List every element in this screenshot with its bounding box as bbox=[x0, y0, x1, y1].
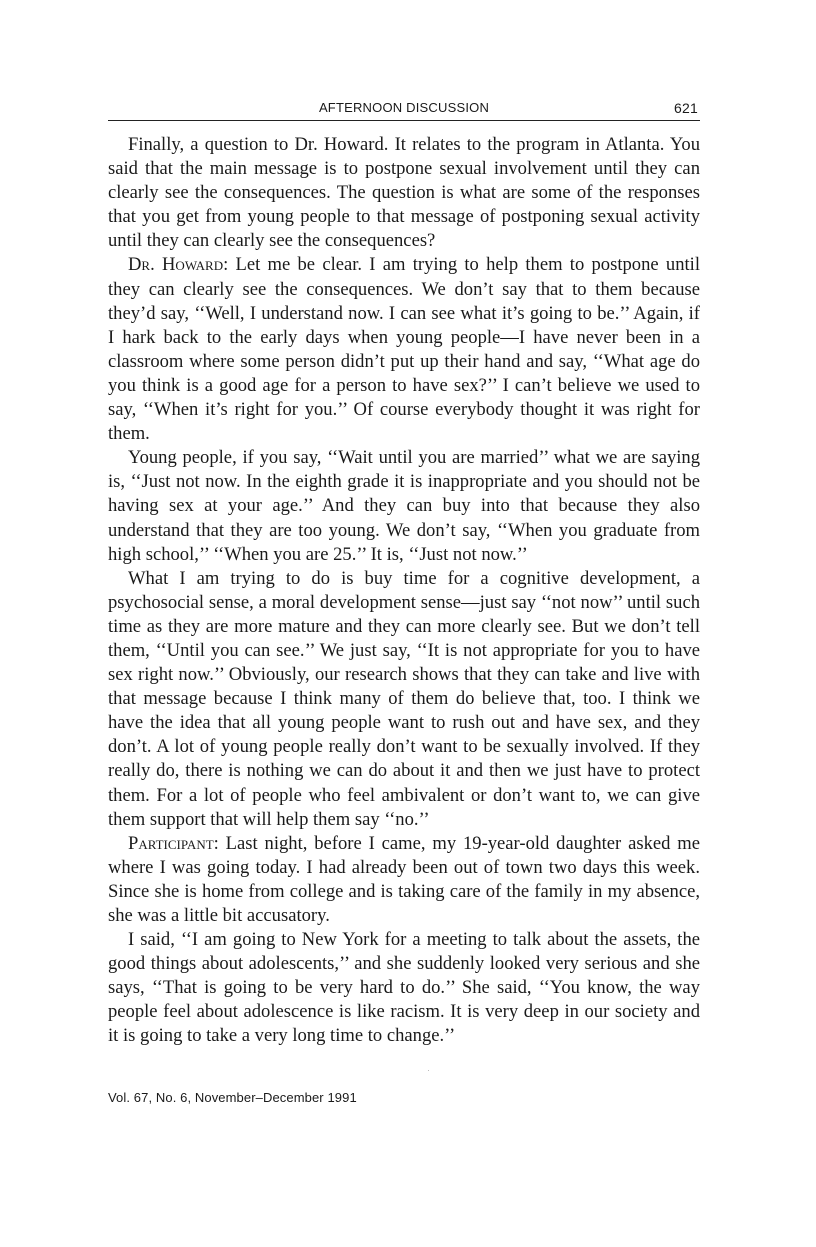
running-head bbox=[108, 98, 700, 121]
paragraph-text: I said, ‘‘I am going to New York for a meeting to talk about the assets, the good things about adolescents,’’ and she suddenly looked very serious and she says, ‘‘That is going to be very hard to do.’’ She said, ‘‘You know, the way people feel about adolescence is like racism. It is very deep in our society and it is going to take a very long time to change.’’ bbox=[108, 929, 700, 1047]
page bbox=[108, 98, 700, 1049]
paragraph-text: Last night, before I came, my 19-year-old daughter asked me where I was going today. I had already been out of town two days this week. Since she is home from college and is taking care of the family in my absence, she was a little bit accusatory. bbox=[108, 832, 700, 926]
paragraph-text: What I am trying to do is buy time for a cognitive development, a psychosocial sense, a moral development sense—just say ‘‘not now’’ until such time as they are more mature and they can more clearly see. But we don’t tell them, ‘‘Until you can see.’’ We just say, ‘‘It is not appropriate for you to have sex right now.’’ Obviously, our research shows that they can take and live with that message because I think many of them do believe that, too. I think we have the idea that all young people want to rush out and have sex, and they don’t. A lot of young people really don’t want to be sexually involved. If they really do, there is nothing we can do about it and then we just have to protect them. For a lot of people who feel ambivalent or don’t want to, we can give them support that will help them say ‘‘no.’’ bbox=[108, 567, 700, 830]
running-head-title: AFTERNOON DISCUSSION bbox=[318, 100, 490, 115]
paragraph bbox=[108, 446, 700, 566]
speaker-label: Dr. Howard: bbox=[128, 254, 229, 276]
paragraph-text: Young people, if you say, ‘‘Wait until you are married’’ what we are saying is, ‘‘Just not now. In the eighth grade it is inappropriate and you should not be having sex at your age.’’ And they can buy into that because they also understand that they are too young. We don’t say, ‘‘When you graduate from high school,’’ ‘‘When you are 25.’’ It is, ‘‘Just not now.’’ bbox=[108, 447, 700, 565]
footer-citation: Vol. 67, No. 6, November–December 1991 bbox=[108, 1090, 357, 1105]
article-body bbox=[108, 133, 700, 1049]
paragraph-text: Let me be clear. I am trying to help them to postpone until they can clearly see the consequences. We don’t say that to them because they’d say, ‘‘Well, I understand now. I can see what it’s going to be.’’ Again, if I hark back to the early days when young people—I have never been in a classroom where some person didn’t put up their hand and say, ‘‘What age do you think is a good age for a person to have sex?’’ I can’t believe we used to say, ‘‘When it’s right for you.’’ Of course everybody thought it was right for them. bbox=[108, 254, 700, 445]
paragraph bbox=[108, 253, 700, 446]
paragraph bbox=[108, 133, 700, 253]
paragraph bbox=[108, 832, 700, 928]
paragraph bbox=[108, 928, 700, 1048]
paragraph bbox=[108, 567, 700, 832]
paragraph-text: Finally, a question to Dr. Howard. It relates to the program in Atlanta. You said that the main message is to postpone sexual involvement until they can clearly see the consequences. The question is what are some of the responses that you get from young people to that message of postponing sexual activity until they can clearly see the consequences? bbox=[108, 134, 700, 252]
speaker-label: Participant: bbox=[128, 832, 219, 854]
scan-speck bbox=[428, 1070, 429, 1071]
page-number: 621 bbox=[674, 100, 698, 116]
